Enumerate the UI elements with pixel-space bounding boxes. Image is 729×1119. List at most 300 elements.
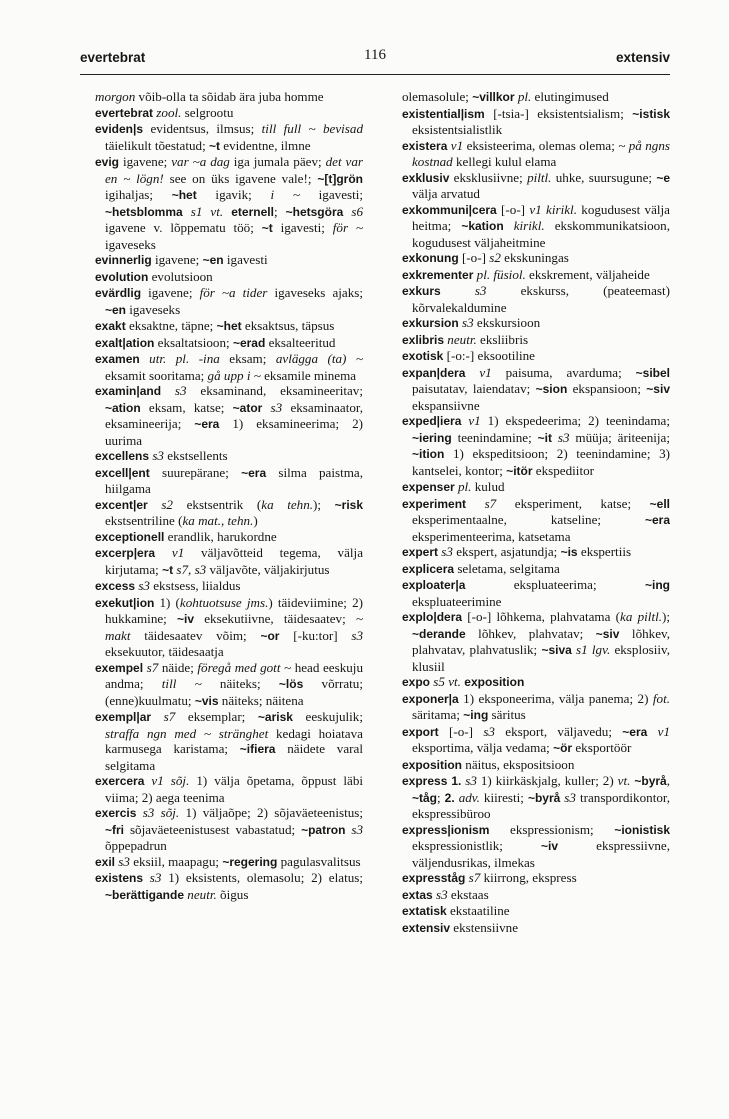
entry-label: s3	[551, 429, 570, 445]
entry-headword: evolution	[95, 269, 149, 284]
entry-label: v1	[647, 723, 670, 739]
entry-headword: existential|ism	[402, 106, 485, 121]
entry-text: ,	[666, 773, 670, 788]
entry-headword: extensiv	[402, 920, 451, 935]
dictionary-entry	[95, 497, 363, 529]
entry-headword: excerp|era	[95, 546, 156, 560]
dictionary-entry	[95, 121, 363, 154]
entry-headword: ~siv	[595, 626, 620, 641]
entry-text: kogudusest välja heitma;	[412, 201, 670, 233]
dictionary-entry	[402, 348, 670, 365]
entry-label: piltl.	[527, 169, 552, 185]
entry-text: igaveseks	[126, 301, 181, 317]
entry-headword: ~lös	[278, 677, 304, 691]
entry-label: straffa ngn med ~ stränghet	[105, 725, 269, 741]
entry-text: eksaminand, eksamineeritav;	[186, 383, 363, 398]
entry-label: s3	[560, 789, 576, 805]
entry-headword: ~siv	[646, 382, 670, 396]
entry-headword: exkrementer	[402, 267, 474, 282]
entry-headword: ~regering	[222, 854, 278, 869]
entry-label: s3	[438, 544, 453, 559]
entry-text: [-o:-] eksootiline	[443, 348, 535, 363]
entry-label: till ~	[161, 676, 202, 691]
entry-label: var ~a dag	[171, 154, 230, 169]
dictionary-entry	[402, 479, 670, 496]
entry-text: õigus	[216, 886, 249, 902]
entry-headword: ~or	[260, 628, 280, 643]
dictionary-entry	[95, 854, 363, 871]
left-column	[95, 89, 363, 1089]
entry-headword: 2.	[444, 790, 455, 805]
dictionary-entry	[95, 335, 363, 352]
entry-text: ekspressionistlik;	[412, 838, 542, 853]
entry-headword: export	[402, 724, 439, 739]
entry-headword: eviden|s	[95, 122, 144, 136]
entry-label: det var en ~ lögn!	[105, 154, 363, 186]
entry-text: igavesti;	[272, 220, 333, 235]
entry-text: ekstsentriline (	[105, 513, 183, 528]
entry-label: s1 vt.	[182, 203, 224, 219]
entry-text: evolutsioon	[148, 268, 213, 284]
entry-text: lõhkev, plahvatav, plahvatuslik;	[412, 625, 670, 657]
entry-text: ekskuningas	[500, 250, 569, 265]
entry-label: s7, s3	[173, 561, 207, 577]
entry-headword: ~ör	[553, 741, 573, 755]
entry-text: eksperimentaalne, katseline;	[412, 512, 645, 527]
entry-label: s3	[440, 283, 487, 298]
entry-headword: ~het	[171, 188, 197, 202]
entry-label: s3	[149, 448, 164, 463]
entry-label: pl.	[454, 479, 472, 494]
entry-text: );	[313, 496, 335, 512]
entry-text: eksportima, välja vedama;	[412, 740, 554, 755]
entry-label: s1 lgv.	[571, 642, 611, 657]
entry-headword: ~hetsgöra	[285, 204, 344, 219]
entry-headword: ~derande	[412, 626, 466, 641]
dictionary-entry	[402, 724, 670, 757]
entry-text: väljavõte, väljakirjutus	[206, 561, 330, 577]
entry-text: säritama;	[412, 707, 464, 722]
dictionary-entry	[402, 365, 670, 414]
entry-text: väljavõtteid tegema, välja kirjutama;	[105, 545, 363, 577]
entry-text: täidesaatev võim;	[130, 627, 261, 643]
entry-headword: excent|er	[95, 497, 148, 512]
entry-label: avlägga (ta) ~	[275, 351, 363, 366]
dictionary-entry	[402, 561, 670, 578]
dictionary-entry	[95, 545, 363, 578]
entry-text: eksekutiivne, täidesaatev;	[194, 611, 356, 626]
entry-text: eksperimenteerima, katsetama	[412, 528, 571, 544]
entry-text: ekskursioon	[473, 315, 541, 330]
entry-label: ka mat., tehn.	[182, 513, 254, 528]
entry-text: eksamit sooritama;	[105, 367, 208, 383]
entry-text: evidentne, ilmne	[220, 137, 311, 153]
entry-text: ) täideviimine; 2) hukkamine;	[105, 594, 363, 626]
entry-text: olemasolule;	[402, 89, 473, 104]
entry-text: 1) ekspedeerima; 2) teenindama;	[480, 413, 670, 428]
entry-label: kohtuotsuse jms.	[179, 594, 269, 610]
entry-text: ekstsellents	[163, 448, 228, 463]
entry-headword: ~en	[105, 302, 127, 317]
entry-headword: exped|iera	[402, 414, 462, 428]
entry-headword: ~era	[622, 724, 648, 739]
entry-text: igihaljas;	[105, 187, 172, 202]
entry-headword: exposition	[460, 675, 525, 689]
entry-text: 1) eksistents, olemasolu; 2) elatus;	[161, 870, 363, 885]
entry-headword: exponer|a	[402, 691, 459, 706]
entry-text: eksam, katse;	[140, 399, 233, 415]
entry-text: )	[253, 513, 258, 528]
entry-label: för ~	[332, 220, 363, 235]
entry-headword: ~[t]grön	[317, 171, 363, 186]
entry-text: eksiil, maapagu;	[129, 853, 223, 869]
entry-text: näide;	[158, 659, 198, 675]
entry-label: s3	[351, 627, 363, 643]
entry-label: s3	[432, 886, 448, 902]
entry-text: ekskommunikatsioon, kogudusest väljaheitmine	[412, 218, 670, 250]
entry-label: s2	[489, 250, 501, 265]
entry-headword: examen	[95, 352, 140, 366]
entry-text: säritus	[488, 707, 526, 722]
dictionary-entry	[402, 577, 670, 609]
entry-headword: ~is	[560, 545, 578, 559]
entry-text: transpordikontor, ekspressibüroo	[412, 789, 670, 821]
entry-text: see on üks igavene vale!;	[163, 170, 318, 186]
entry-text: evidentsus, ilmsus;	[143, 121, 262, 136]
dictionary-entry	[95, 318, 363, 335]
entry-text: näitus, ekspositsioon	[462, 756, 575, 772]
dictionary-entry	[95, 448, 363, 465]
entry-text: pagulasvalitsus	[277, 853, 361, 869]
entry-text: kulud	[471, 479, 505, 494]
entry-headword: ~it	[537, 430, 552, 445]
entry-headword: ~berättigande	[105, 887, 185, 902]
entry-headword: ~sibel	[635, 365, 670, 380]
entry-text: välja arvatud	[412, 186, 480, 201]
dictionary-entry	[402, 822, 670, 871]
entry-text: 1) kiirkäskjalg, kuller; 2)	[476, 773, 618, 788]
dictionary-entry	[402, 250, 670, 267]
entry-headword: exekut|ion	[95, 595, 155, 610]
entry-label: s3 sõj.	[136, 805, 180, 820]
dictionary-entry	[402, 332, 670, 349]
entry-headword: exkonung	[402, 251, 459, 265]
entry-text: 1) eksponeerima, välja panema; 2)	[458, 690, 653, 706]
entry-headword: exceptionell	[95, 529, 165, 544]
entry-text: uhke, suursugune;	[551, 169, 657, 185]
entry-headword: expan|dera	[402, 365, 466, 380]
right-running-headword: extensiv	[615, 50, 670, 65]
entry-headword: expresståg	[402, 871, 466, 885]
entry-headword: excess	[95, 579, 136, 593]
entry-label: s3	[143, 870, 162, 885]
entry-headword: ~t	[261, 221, 273, 235]
entry-label: s3	[161, 383, 187, 398]
entry-headword: ~sion	[535, 382, 568, 396]
entry-text: [-o-] lõhkema, plahvatama (	[462, 609, 621, 624]
entry-text: eksaltatsioon;	[154, 334, 233, 350]
dictionary-entry	[95, 870, 363, 903]
entry-label: v1 sõj.	[144, 773, 190, 788]
entry-headword: ~e	[656, 170, 670, 185]
entry-text: igavene;	[119, 154, 172, 169]
entry-label: s3	[461, 773, 477, 788]
entry-text: ekstensiivne	[450, 919, 519, 935]
entry-text: ekskurss, (peateemast) kõrvalekaldumine	[412, 283, 670, 315]
entry-text: eksaminaator, eksamineerija;	[105, 399, 363, 431]
entry-text: eksportöör	[572, 740, 632, 755]
entry-label: v1	[461, 413, 481, 428]
entry-text: eksisteerima, olemas olema;	[463, 137, 619, 153]
entry-label: s7	[465, 870, 481, 885]
entry-label: neutr.	[444, 331, 477, 347]
entry-label: adv.	[454, 789, 480, 805]
entry-text: ekspert, asjatundja;	[452, 544, 561, 559]
entry-text: ekspediitor	[532, 462, 594, 478]
entry-headword: expo	[402, 675, 431, 689]
entry-text: lõhkev, plahvatav;	[465, 625, 596, 641]
entry-text: 1) eksamineerima; 2) uurima	[105, 416, 363, 448]
entry-headword: ~ition	[412, 447, 445, 461]
entry-text: eksplosiiv, klusiil	[412, 642, 670, 674]
entry-text: eeskujulik;	[292, 709, 363, 724]
entry-text: );	[662, 609, 670, 624]
entry-headword: ~byrå	[527, 790, 561, 805]
dictionary-entry	[95, 805, 363, 854]
dictionary-entry	[402, 202, 670, 251]
entry-text: igavene;	[141, 285, 200, 300]
entry-text: näiteks; näitena	[218, 692, 304, 708]
entry-label: pl.	[514, 89, 532, 104]
entry-text: kellegi kulul elama	[452, 154, 557, 169]
dictionary-entry	[95, 285, 363, 318]
entry-headword: ~ifiera	[239, 742, 276, 756]
entry-headword: exempl|ar	[95, 710, 152, 724]
entry-text: võrratu; (enne)kuulmatu;	[105, 676, 363, 708]
entry-text: näiteks;	[201, 676, 279, 691]
entry-text: ekspluateerima;	[465, 577, 645, 592]
entry-label: kirikl.	[503, 218, 545, 233]
entry-headword: exlibris	[402, 332, 445, 347]
entry-text: igavene v. lõppematu töö;	[105, 220, 262, 235]
entry-headword: ~ionistisk	[614, 822, 670, 837]
entry-headword: ~het	[216, 319, 242, 333]
entry-headword: ~iv	[541, 839, 559, 853]
entry-text: kiiresti;	[479, 789, 528, 805]
entry-text: ekspressiivne, väljendusrikas, ilmekas	[412, 838, 670, 870]
entry-headword: ~ation	[105, 400, 141, 415]
entry-headword: ~hetsblomma	[105, 204, 183, 219]
dictionary-entry	[95, 773, 363, 805]
dictionary-entry	[402, 544, 670, 561]
dictionary-entry	[402, 283, 670, 315]
entry-text: eksaktne, täpne;	[125, 318, 217, 333]
entry-headword: ~era	[241, 465, 267, 480]
dictionary-entry	[402, 773, 670, 822]
entry-text: ;	[437, 789, 445, 805]
dictionary-entry	[95, 154, 363, 252]
entry-headword: extas	[402, 887, 433, 902]
header-rule	[80, 74, 670, 75]
entry-text: igavik;	[196, 187, 271, 202]
entry-headword: evig	[95, 155, 120, 169]
dictionary-entry	[402, 674, 670, 691]
entry-headword: exotisk	[402, 349, 444, 363]
entry-text: 1) väljaõpe; 2) sõjaväeteenistus;	[179, 805, 363, 820]
entry-text: õppepadrun	[105, 838, 167, 853]
entry-label: ka piltl.	[620, 609, 662, 624]
dictionary-entry	[95, 578, 363, 595]
entry-text: erandlik, harukordne	[164, 528, 277, 544]
entry-headword: exercera	[95, 774, 145, 788]
entry-label: s2	[147, 496, 173, 512]
entry-label: ~ makt	[105, 611, 363, 643]
entry-label: s3	[458, 315, 474, 330]
entry-text: võib-olla ta sõidab ära juba homme	[135, 89, 324, 104]
entry-label: v1	[155, 545, 185, 560]
entry-headword: ~t	[162, 562, 174, 577]
entry-headword: exakt	[95, 319, 126, 333]
entry-text: [-tsia-] eksistentsialism;	[484, 105, 633, 121]
entry-text: müüja; äriteenija;	[569, 429, 670, 445]
entry-label: zool.	[153, 104, 182, 120]
entry-text: ekspluateerimine	[412, 593, 502, 609]
entry-label: s7	[143, 659, 159, 675]
entry-text: eksaktsus, täpsus	[241, 318, 335, 333]
entry-headword: ~risk	[334, 497, 363, 512]
entry-text: ekspressionism;	[489, 821, 615, 837]
entry-headword: exempel	[95, 660, 144, 675]
entry-text: kiirrong, ekspress	[480, 870, 577, 885]
dictionary-entry	[95, 269, 363, 286]
dictionary-entry	[402, 496, 670, 545]
entry-label: v1	[447, 137, 464, 153]
entry-text: head eeskuju andma;	[105, 659, 363, 691]
entry-text: eksamile minema	[260, 367, 357, 383]
entry-label: s5 vt.	[430, 674, 461, 689]
entry-headword: ~kation	[461, 219, 504, 233]
entry-text: igavene;	[151, 252, 203, 267]
entry-headword: ~era	[644, 513, 670, 527]
entry-text: [-ku:tor]	[279, 627, 352, 643]
dictionary-entry	[95, 660, 363, 710]
entry-headword: explo|dera	[402, 610, 463, 624]
entry-label: för ~a tider	[199, 285, 268, 300]
entry-label: s3	[262, 399, 283, 415]
entry-text: ekstsess, liialdus	[149, 578, 241, 593]
entry-text: igavesti	[223, 252, 268, 267]
entry-headword: experiment	[402, 496, 467, 511]
dictionary-entry	[402, 887, 670, 904]
entry-headword: excell|ent	[95, 465, 150, 480]
entry-label: neutr.	[184, 886, 217, 902]
entry-label: s3	[115, 853, 130, 869]
dictionary-entry	[402, 413, 670, 479]
entry-headword: exkursion	[402, 316, 459, 330]
entry-label: v1 kirikl.	[529, 201, 577, 217]
entry-text: ekskrement, väljaheide	[525, 266, 650, 282]
entry-text: eksliibris	[476, 331, 529, 347]
entry-text: [-o-]	[496, 201, 530, 217]
entry-headword: exkommuni|cera	[402, 202, 497, 217]
entry-headword: extatisk	[402, 904, 447, 918]
entry-label: föregå med gott ~	[197, 659, 292, 675]
entry-text: elutingimused	[531, 89, 609, 104]
entry-headword: ~t	[209, 138, 221, 153]
entry-text: seletama, selgitama	[454, 560, 560, 576]
entry-text: sõjaväeteenistusest vabastatud;	[124, 821, 302, 837]
entry-text: eksam;	[219, 351, 276, 366]
dictionary-entry	[402, 138, 670, 170]
entry-headword: ~arisk	[257, 710, 293, 724]
dictionary-entry	[95, 105, 363, 122]
entry-headword: express|ionism	[402, 822, 490, 837]
entry-text: näidete varal selgitama	[105, 741, 363, 773]
dictionary-entry	[95, 595, 363, 660]
dictionary-entry	[402, 870, 670, 887]
entry-headword: eternell	[223, 204, 274, 219]
entry-headword: ~itör	[506, 463, 533, 478]
entry-text: eksekuutor, täidesaatja	[105, 644, 224, 659]
entry-text: eksistentsialistlik	[412, 122, 503, 137]
entry-headword: exercis	[95, 806, 137, 820]
entry-label: fot.	[652, 690, 670, 706]
entry-headword: expert	[402, 545, 439, 559]
left-running-headword: evertebrat	[80, 50, 146, 65]
dictionary-entry	[402, 757, 670, 774]
entry-headword: exalt|ation	[95, 335, 155, 350]
entry-label: s7	[151, 709, 176, 724]
dictionary-entry	[95, 709, 363, 773]
entry-label: utr. pl. -ina	[139, 351, 220, 366]
entry-headword: evinnerlig	[95, 253, 152, 267]
entry-label: s3	[483, 723, 495, 739]
entry-label: s6	[343, 203, 363, 219]
right-column	[402, 89, 670, 1089]
entry-text: 1) välja õpetama, õppust läbi viima; 2) aega teenima	[105, 773, 363, 805]
entry-label: v1	[465, 364, 492, 380]
entry-text: igaveseks	[105, 236, 156, 252]
entry-headword: ~vis	[194, 693, 219, 708]
entry-headword: expenser	[402, 480, 455, 494]
dictionary-entry	[402, 267, 670, 284]
entry-headword: ~byrå	[630, 774, 667, 788]
entry-headword: examin|and	[95, 384, 162, 398]
dictionary-entry	[95, 89, 363, 105]
entry-headword: ~era	[194, 417, 220, 431]
entry-text: [-o-]	[438, 723, 484, 739]
dictionary-entry	[402, 920, 670, 937]
entry-text: kedagi hoiatava karmusega karistama;	[105, 725, 363, 756]
entry-headword: evertebrat	[95, 105, 154, 120]
entry-headword: explicera	[402, 561, 455, 576]
dictionary-entry	[402, 170, 670, 202]
dictionary-entry	[95, 351, 363, 383]
entry-label: s3	[135, 578, 150, 593]
entry-text: iga jumala päev;	[229, 154, 326, 169]
entry-headword: ~ator	[232, 400, 263, 415]
entry-text: täielikult tõestatud;	[105, 137, 210, 153]
entry-label: till full ~ bevisad	[261, 121, 363, 136]
entry-text: ekspansioon;	[567, 381, 647, 396]
dictionary-entry	[95, 383, 363, 448]
entry-headword: ~iering	[412, 430, 452, 445]
entry-label: pl. füsiol.	[473, 266, 526, 282]
entry-text: ekstaatiline	[446, 903, 510, 918]
entry-label: morgon	[95, 89, 136, 104]
dictionary-entry	[402, 89, 670, 106]
entry-text: igaveseks ajaks;	[267, 285, 363, 300]
